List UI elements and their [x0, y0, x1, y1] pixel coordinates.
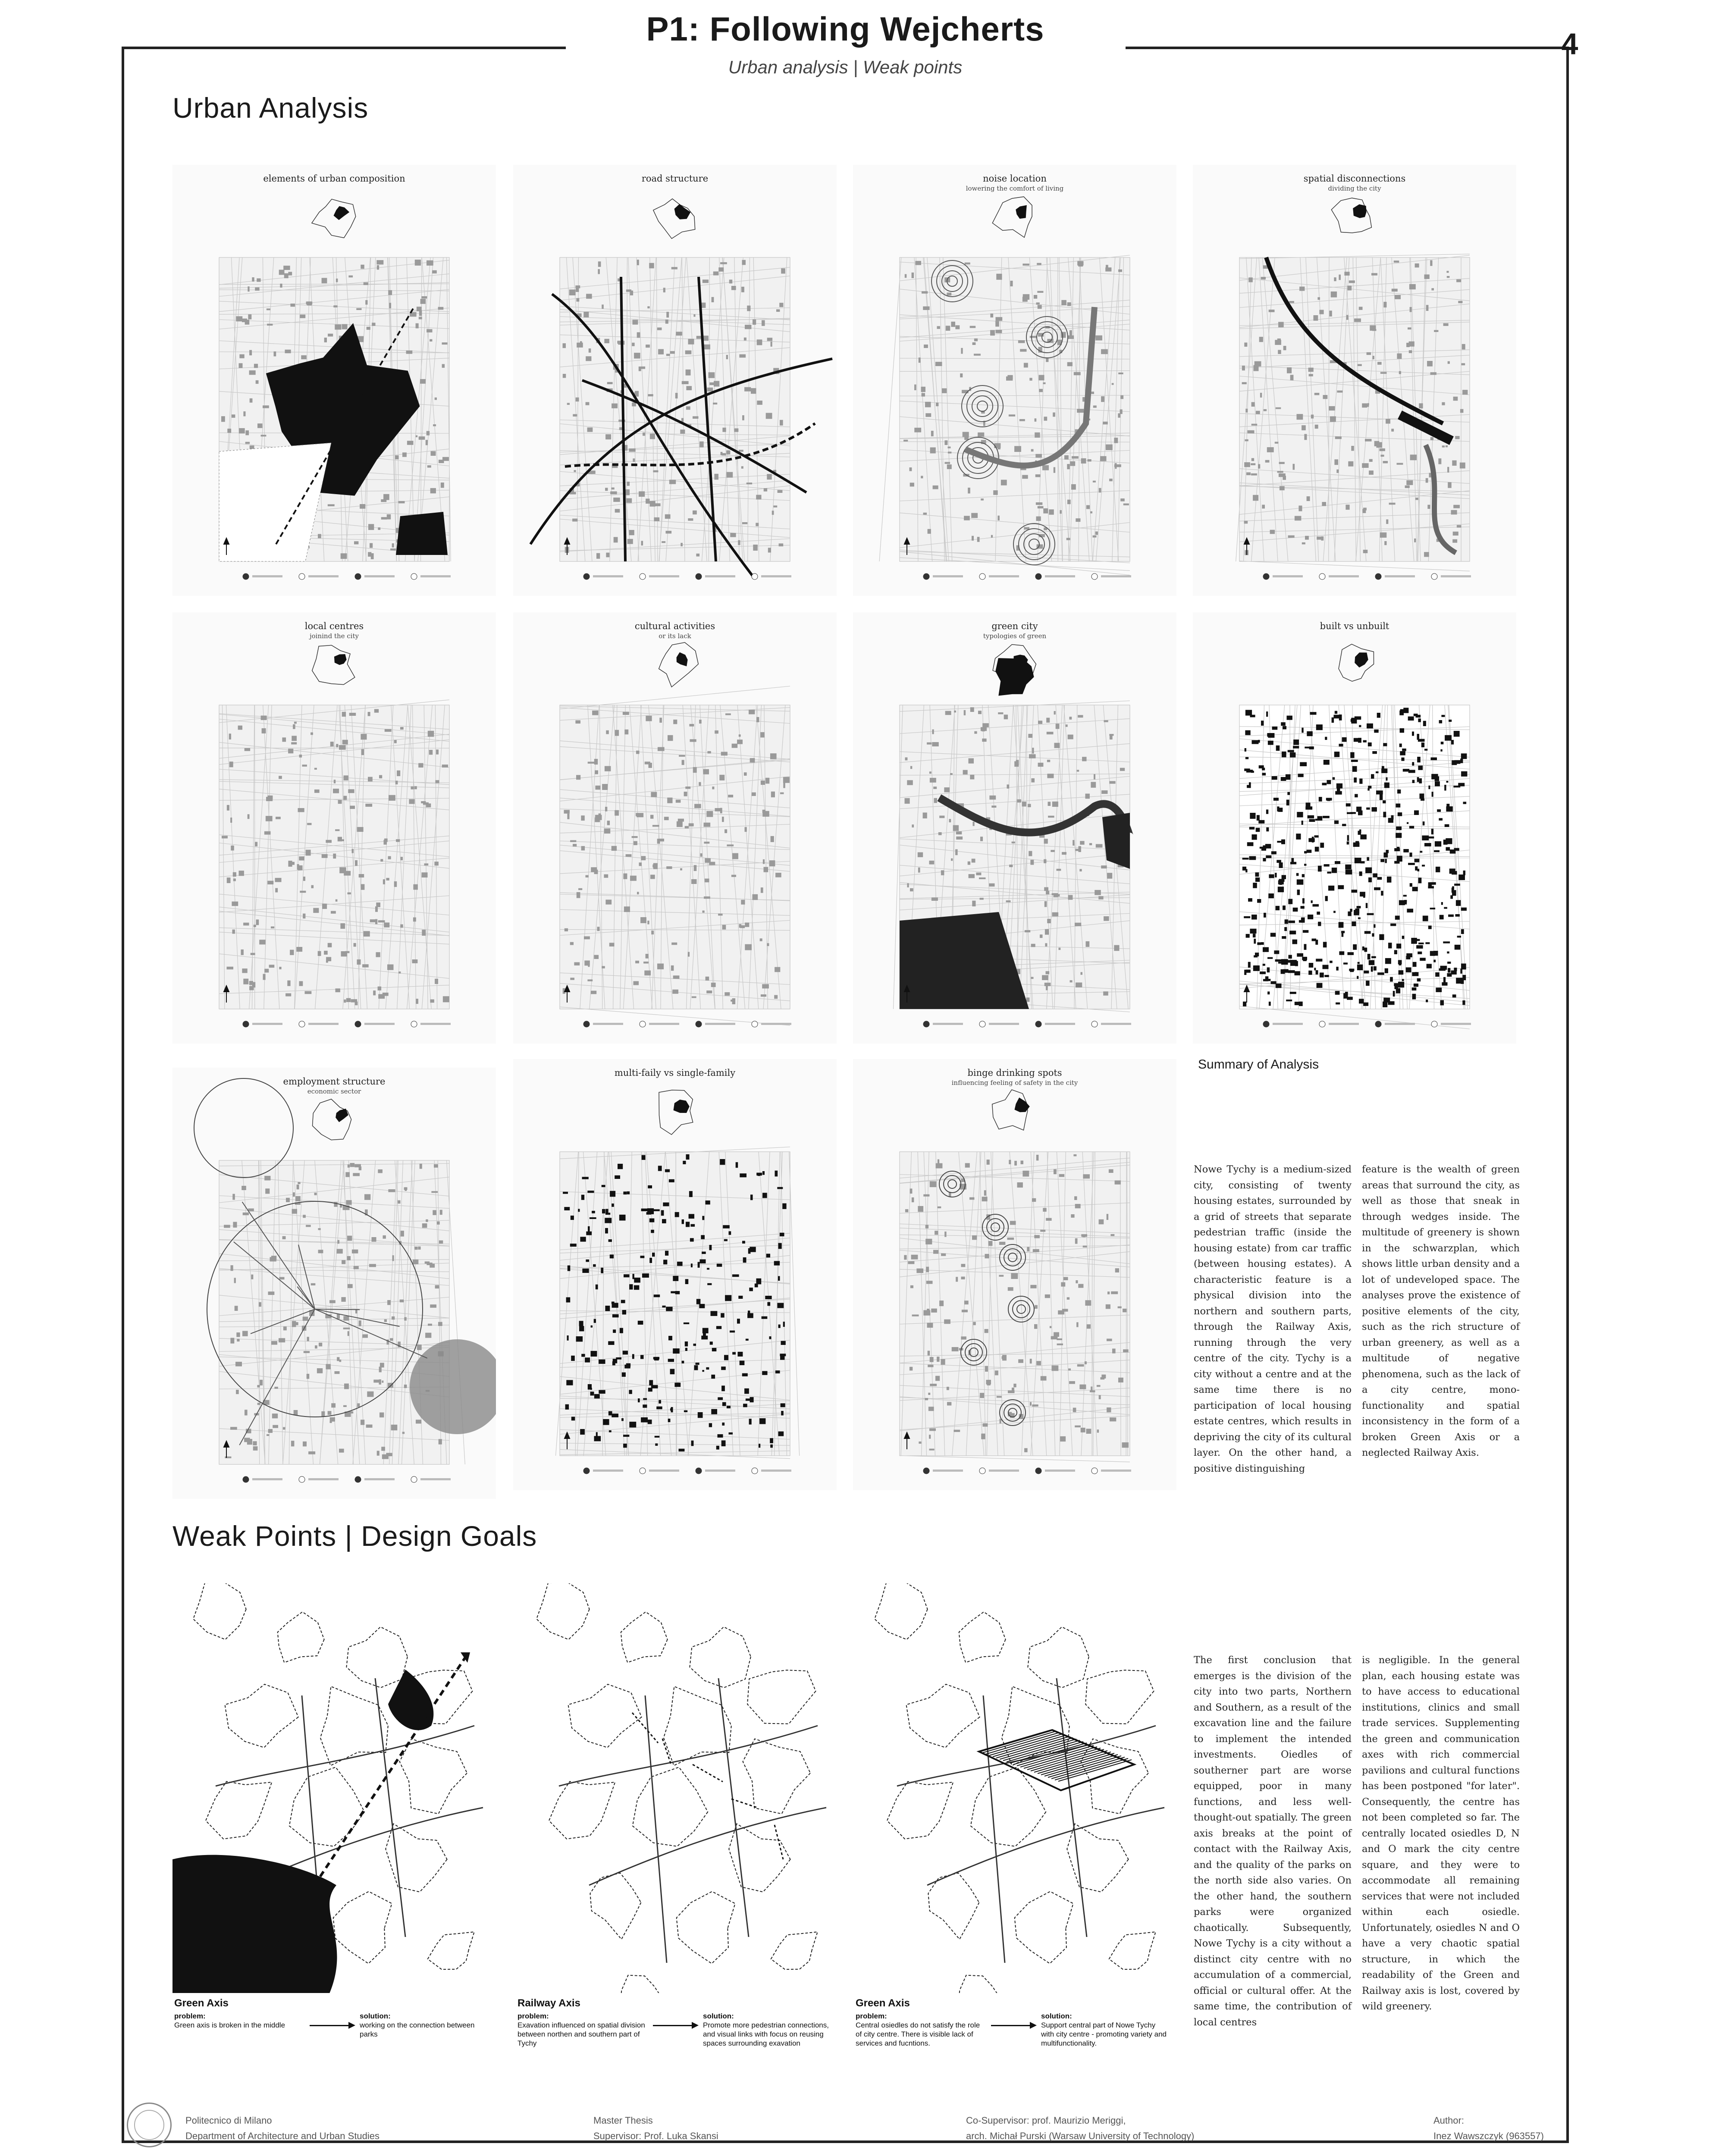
- weak-points-text-col1: The first conclusion that emerges is the division of the city into two parts, Northern and Southern, as a result of the excavation line and the failure to implement the intended investments. Oiedles of southerner part are worse equipped, poor in many functions, and less well-thought-out spatially. The green axis breaks at the point of contact with the Railway Axis, and the quality of the parks on the north side also varies. On the other hand, the southern parks were organized chaotically. Subsequently, Nowe Tychy is a city without a distinct city centre with no accumulation of a commercial, official or cultural offer. At the same time, the contribution of local centres: [1194, 1655, 1352, 2028]
- panel-title: multi-faily vs single-family: [614, 1068, 736, 1078]
- map-legend: [923, 1021, 1131, 1027]
- locator-map: [992, 1090, 1030, 1130]
- analysis-map: [1193, 612, 1516, 1044]
- panel-title: employment structure: [283, 1076, 386, 1087]
- panel-title: green city: [991, 621, 1038, 631]
- analysis-map: [172, 612, 496, 1044]
- locator-map: [312, 645, 355, 684]
- locator-map: [659, 1090, 693, 1134]
- design-goal-title: Railway Axis: [518, 1997, 580, 2009]
- footer-department: Department of Architecture and Urban Studies: [185, 2131, 380, 2141]
- weak-points-text-col2: is negligible. In the general plan, each housing estate was to have access to educational institutions, clinics and small trade services. Supplementing the green and communication axes with rich commercial pavilions and cultural functions has been postponed "for later". Consequently, the centre has not been completed so far. The centrally located osiedles D, N and O mark the city centre square, and they were to accommodate all remaining services that were not included within each osiedle. Unfortunately, osiedles N and O have a very chaotic spatial structure, in which the readability of the Green and Railway axis is lost, covered by wild greenery.: [1362, 1655, 1520, 2012]
- problem-text: Green axis is broken in the middle: [174, 2021, 285, 2029]
- frame-top-border-right: [1126, 47, 1569, 49]
- analysis-panel: [513, 165, 837, 596]
- design-goal-diagram: [516, 1583, 846, 1993]
- weak-points-heading: Weak Points | Design Goals: [172, 1520, 537, 1552]
- panel-subtitle: typologies of green: [983, 632, 1047, 640]
- map-legend: [243, 1476, 451, 1482]
- design-goal-diagram: [172, 1583, 502, 1993]
- design-goal-diagram: [854, 1583, 1184, 1993]
- analysis-panel: [853, 612, 1176, 1044]
- design-goal-panel: [516, 1583, 846, 2066]
- panel-subtitle: dividing the city: [1328, 185, 1381, 192]
- footer-author: [1433, 2113, 1544, 2144]
- solution-text: working on the connection between parks: [360, 2021, 475, 2038]
- analysis-panel: [513, 1059, 837, 1490]
- page-subtitle: Urban analysis | Weak points: [728, 57, 963, 77]
- solution-text: Promote more pedestrian connections, and visual links with focus on reusing spaces surrounding exavation: [703, 2021, 829, 2047]
- solution-text: Support central part of Nowe Tychy with city centre - promoting variety and multifunctionality.: [1041, 2021, 1167, 2047]
- panel-title: built vs unbuilt: [1320, 621, 1389, 631]
- panel-subtitle: economic sector: [307, 1087, 361, 1095]
- locator-map: [659, 642, 699, 687]
- panel-title: noise location: [983, 173, 1047, 184]
- analysis-map: [513, 165, 837, 596]
- analysis-map: [172, 1068, 496, 1499]
- map-legend: [923, 1468, 1131, 1474]
- analysis-map: [853, 612, 1176, 1044]
- arrow-right-icon: [985, 2012, 1041, 2048]
- summary-text-col1: Nowe Tychy is a medium-sized city, consisting of twenty housing estates, surrounded by a grid of streets that separate pedestrian traffic (inside the housing estate) from car traffic (between housing estates). A characteristic feature is a physical division into the northern and southern parts, through the Railway Axis, running through the very centre of the city. Tychy is a city without a centre and at the same time there is no participation of local housing estate centres, which results in depriving the city of its cultural layer. On the other hand, a positive distinguishing: [1194, 1164, 1352, 1474]
- panel-subtitle: or its lack: [659, 632, 691, 640]
- panel-subtitle: lowering the comfort of living: [966, 185, 1064, 192]
- map-legend: [583, 573, 791, 580]
- analysis-panel: [513, 612, 837, 1044]
- analysis-map: [513, 1059, 837, 1490]
- problem-label: problem:: [518, 2012, 549, 2020]
- map-legend: [243, 1021, 451, 1027]
- locator-map: [653, 199, 695, 238]
- footer-university-name: Politecnico di Milano: [185, 2115, 272, 2126]
- locator-map: [312, 199, 356, 238]
- locator-map: [992, 197, 1032, 237]
- arrow-right-icon: [647, 2012, 703, 2048]
- summary-text-col2: feature is the wealth of green areas that surround the city, as well as those that sneak in through wedges inside. The multitude of greenery is shown in the schwarzplan, which shows little urban density and a lot of undeveloped space. The analyses prove the existence of positive elements of the city, such as the rich structure of urban greenery, as well as a multitude of negative phenomena, such as the lack of a city centre, mono-functionality and spatial inconsistency in the form of a broken Green Axis or a neglected Railway Axis.: [1362, 1164, 1520, 1458]
- analysis-map: [172, 165, 496, 596]
- university-seal-icon: [127, 2103, 172, 2147]
- footer-supervisor: Supervisor: Prof. Luka Skansi: [593, 2131, 718, 2141]
- design-goal-panel: [172, 1583, 502, 2066]
- footer-thesis-type: Master Thesis: [593, 2115, 653, 2126]
- map-legend: [583, 1021, 791, 1027]
- design-goal-title: Green Axis: [174, 1997, 229, 2009]
- summary-heading: Summary of Analysis: [1198, 1057, 1319, 1072]
- design-goal-caption: [174, 1997, 501, 2039]
- page-number: 4: [1561, 27, 1578, 61]
- analysis-panel: [853, 165, 1176, 596]
- analysis-panel: [853, 1059, 1176, 1490]
- analysis-panel: [1193, 165, 1516, 596]
- analysis-panel: [172, 165, 496, 596]
- solution-label: solution:: [360, 2012, 391, 2020]
- panel-subtitle: joinind the city: [309, 632, 359, 640]
- problem-text: Exavation influenced on spatial division between northen and southern part of Tychy: [518, 2021, 645, 2047]
- footer-cosupervisor-1: Co-Supervisor: prof. Maurizio Meriggi,: [966, 2115, 1126, 2126]
- panel-title: cultural activities: [634, 621, 715, 631]
- panel-title: spatial disconnections: [1303, 173, 1406, 184]
- design-goal-caption: [518, 1997, 844, 2048]
- analysis-map: [1193, 165, 1516, 596]
- solution-label: solution:: [703, 2012, 734, 2020]
- map-legend: [1263, 573, 1471, 580]
- panel-title: local centres: [304, 621, 364, 631]
- page-title: P1: Following Wejcherts: [646, 10, 1044, 48]
- arrow-right-icon: [304, 2012, 360, 2039]
- frame-left-border: [122, 47, 124, 2143]
- footer-author-label: Author:: [1433, 2115, 1464, 2126]
- design-goal-title: Green Axis: [856, 1997, 910, 2009]
- footer-university: [185, 2113, 380, 2144]
- footer-cosupervisor-2: arch. Michał Purski (Warsaw University of Technology): [966, 2131, 1195, 2141]
- map-legend: [243, 573, 451, 580]
- design-goal-caption: [856, 1997, 1182, 2048]
- problem-label: problem:: [856, 2012, 887, 2020]
- panel-title: binge drinking spots: [967, 1068, 1062, 1078]
- analysis-panel: [1193, 612, 1516, 1044]
- urban-analysis-heading: Urban Analysis: [172, 92, 369, 124]
- analysis-panel: [172, 612, 496, 1044]
- frame-right-border: [1566, 47, 1569, 2143]
- problem-label: problem:: [174, 2012, 206, 2020]
- map-legend: [923, 573, 1131, 580]
- solution-label: solution:: [1041, 2012, 1072, 2020]
- locator-map: [313, 1099, 351, 1140]
- panel-title: road structure: [641, 173, 709, 184]
- panel-title: elements of urban composition: [263, 173, 405, 184]
- design-goal-panel: [854, 1583, 1184, 2066]
- footer-author-name: Inez Wawszczyk (963557): [1433, 2131, 1544, 2141]
- map-legend: [583, 1468, 791, 1474]
- frame-top-border-left: [122, 47, 566, 49]
- panel-subtitle: influencing feeling of safety in the city: [951, 1079, 1078, 1087]
- locator-map: [1331, 198, 1371, 233]
- footer-thesis: [593, 2113, 718, 2144]
- analysis-map: [513, 612, 837, 1044]
- analysis-map: [853, 165, 1176, 596]
- analysis-map: [853, 1059, 1176, 1490]
- footer-cosupervisors: [966, 2113, 1194, 2144]
- locator-map: [1339, 644, 1374, 681]
- problem-text: Central osiedles do not satisfy the role of city centre. There is visible lack of services and fucntions.: [856, 2021, 980, 2047]
- analysis-panel: [172, 1068, 496, 1499]
